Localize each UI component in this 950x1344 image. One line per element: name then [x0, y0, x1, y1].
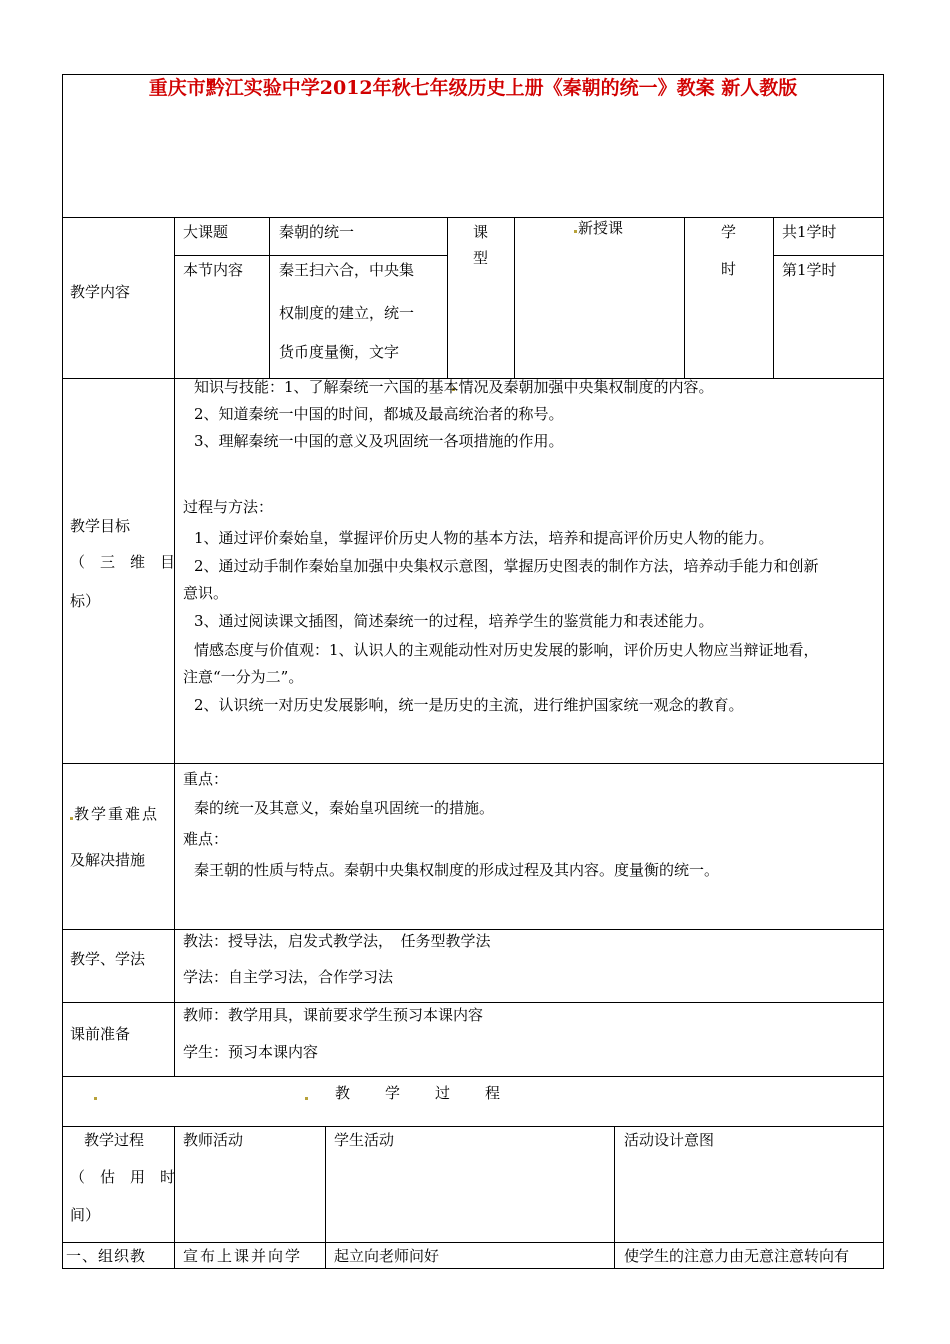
objective-line: 2、知道秦统一中国的时间，都城及最高统治者的称号。 — [194, 405, 564, 423]
teacher-activity-header: 教师活动 — [183, 1131, 244, 1149]
objectives-label: 标） — [70, 592, 101, 610]
lesson-type-value: 新授课 — [578, 219, 624, 237]
objective-line: 注意“一分为二”。 — [183, 668, 304, 686]
big-topic-label: 大课题 — [183, 223, 229, 241]
objective-line: 2、认识统一对历史发展影响，统一是历史的主流，进行维护国家统一观念的教育。 — [194, 696, 744, 714]
lesson-content-line: 秦王扫六合，中央集 — [279, 261, 415, 279]
lesson-content-line: 货币度量衡，文字 — [279, 343, 400, 361]
prep-line: 学生：预习本课内容 — [183, 1043, 319, 1061]
hours-total: 共1学时 — [782, 223, 837, 241]
objective-line: 意识。 — [183, 584, 229, 602]
hours-label-char: 学 — [721, 223, 737, 241]
hours-label-char: 时 — [721, 260, 737, 278]
methods-label: 教学、学法 — [70, 950, 146, 968]
process-cell: 一、组织教 — [66, 1247, 147, 1265]
objectives-label: 教学目标 — [70, 517, 131, 535]
teaching-content-label: 教学内容 — [70, 283, 131, 301]
hours-current: 第1学时 — [782, 261, 837, 279]
stray-dot — [574, 230, 577, 233]
prep-line: 教师：教学用具，课前要求学生预习本课内容 — [183, 1006, 484, 1024]
process-col-header: 教学过程 — [84, 1131, 145, 1149]
objective-line: 知识与技能：1、了解秦统一六国的基本情况及秦朝加强中央集权制度的内容。 — [194, 378, 714, 396]
objective-line: 情感态度与价值观：1、认识人的主观能动性对历史发展的影响，评价历史人物应当辩证地看， — [194, 641, 819, 659]
methods-line: 教法：授导法，启发式教学法， 任务型教学法 — [183, 932, 491, 950]
prep-label: 课前准备 — [70, 1025, 131, 1043]
stray-dot — [305, 1097, 308, 1100]
stray-dot — [70, 817, 73, 820]
key-points-line: 秦王朝的性质与特点。秦朝中央集权制度的形成过程及其内容。度量衡的统一。 — [194, 861, 720, 879]
lesson-content-line: 权制度的建立，统一 — [279, 304, 415, 322]
objective-line: 3、理解秦统一中国的意义及巩固统一各项措施的作用。 — [194, 432, 564, 450]
student-activity-header: 学生活动 — [334, 1131, 395, 1149]
design-intent-header: 活动设计意图 — [624, 1131, 715, 1149]
process-cell: 使学生的注意力由无意注意转向有 — [624, 1247, 850, 1265]
objective-line: 3、通过阅读课文插图，简述秦统一的过程，培养学生的鉴赏能力和表述能力。 — [194, 612, 714, 630]
key-points-line: 秦的统一及其意义，秦始皇巩固统一的措施。 — [194, 799, 495, 817]
objective-line: 过程与方法： — [183, 498, 274, 516]
document-title: 重庆市黔江实验中学2012年秋七年级历史上册《秦朝的统一》教案 新人教版 — [148, 77, 798, 99]
objective-line: 1、通过评价秦始皇，掌握评价历史人物的基本方法，培养和提高评价历史人物的能力。 — [194, 529, 774, 547]
type-label-char: 型 — [473, 249, 489, 267]
type-label-char: 课 — [473, 223, 489, 241]
methods-line: 学法：自主学习法，合作学习法 — [183, 968, 394, 986]
process-col-header: 间） — [70, 1206, 101, 1224]
key-points-line: 重点： — [183, 770, 229, 788]
lesson-content-label: 本节内容 — [183, 261, 244, 279]
big-topic-value: 秦朝的统一 — [279, 223, 355, 241]
process-col-header: （ 估 用 时 — [70, 1168, 176, 1186]
process-cell: 宣布上课并向学 — [183, 1247, 303, 1265]
process-cell: 起立向老师问好 — [334, 1247, 440, 1265]
key-points-label: 及解决措施 — [70, 851, 146, 869]
key-points-line: 难点： — [183, 830, 229, 848]
objectives-label: （ 三 维 目 — [70, 553, 176, 571]
objective-line: 2、通过动手制作秦始皇加强中央集权示意图，掌握历史图表的制作方法，培养动手能力和创新 — [194, 557, 819, 575]
key-points-label: 教学重难点 — [74, 805, 160, 823]
stray-dot — [94, 1097, 97, 1100]
